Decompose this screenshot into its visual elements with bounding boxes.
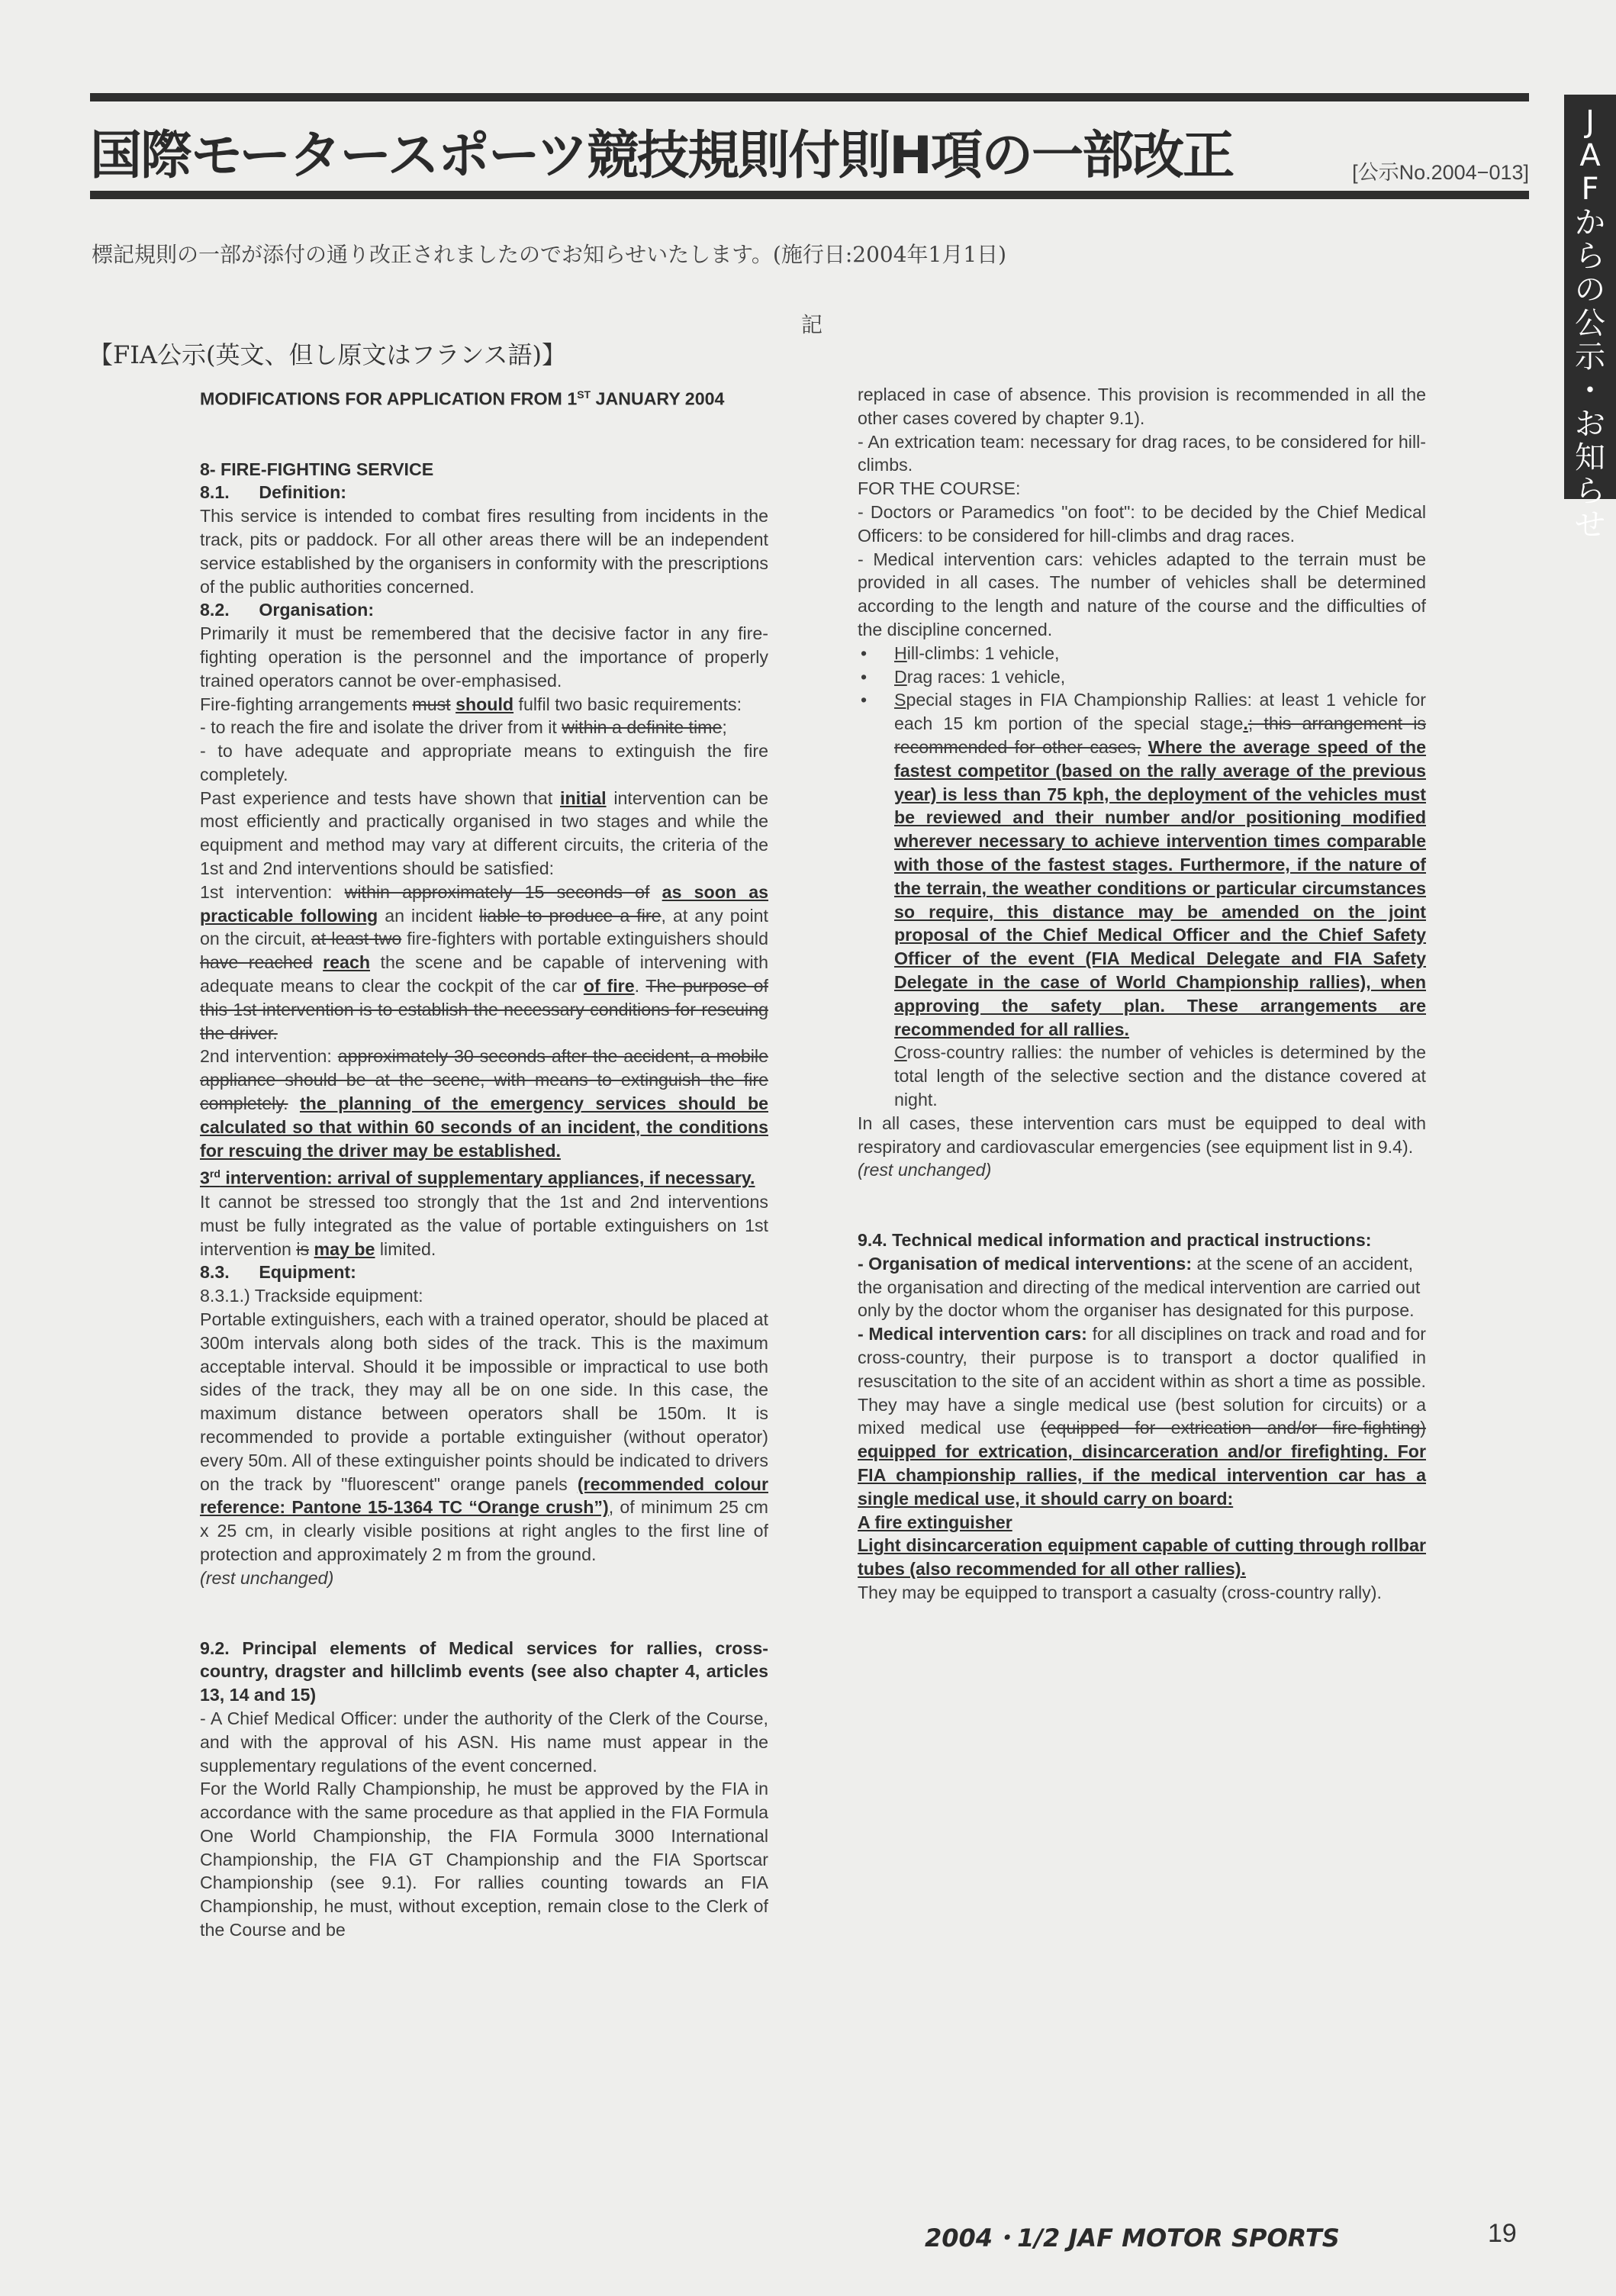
paragraph: - Doctors or Paramedics "on foot": to be decided by the Chief Medical Officers: to be considered for hill-climbs and drag races. (858, 501, 1426, 546)
paragraph: - Medical intervention cars: vehicles adapted to the terrain must be provided in all cases. The number of vehicles shall be determined according to the length and nature of the course and the difficulties of the discipline concerned. (858, 549, 1426, 639)
paragraph-second-intervention: 2nd intervention: approximately 30 seconds after the accident, a mobile appliance should be at the scene, with means to extinguish the fire completely. the planning of the emergency services should be calculated so that within 60 seconds of an incident, the conditions for rescuing the driver may be established. (200, 1046, 768, 1161)
left-column (200, 383, 768, 1942)
section-heading: 9.2. Principal elements of Medical services for rallies, cross-country, dragster and hillclimb events (see also chapter 4, articles 13, 14 and 15) (200, 1637, 768, 1705)
paragraph: FOR THE COURSE: (858, 478, 1021, 499)
paragraph: A fire extinguisher (858, 1512, 1012, 1532)
paragraph: Past experience and tests have shown that initial intervention can be most efficiently and practically organised in two stages and while the equipment and method may vary at different circuits, the criteria of the 1st and 2nd interventions should be satisfied: (200, 787, 768, 879)
side-tab-char: A (1579, 138, 1601, 173)
rest-unchanged-note: (rest unchanged) (200, 1567, 334, 1588)
paragraph: They may be equipped to transport a casualty (cross-country rally). (858, 1583, 1382, 1603)
side-tab-char: か (1575, 205, 1605, 240)
side-tab-char: の (1575, 272, 1605, 308)
side-tab-char: ら (1575, 474, 1605, 509)
notice-number: [公示No.2004−013] (1352, 161, 1529, 184)
ki-mark: 記 (801, 312, 823, 337)
paragraph: In all cases, these intervention cars must be equipped to deal with respiratory and cardiovascular emergencies (see equipment list in 9.4). (858, 1113, 1426, 1157)
section-side-tab (1564, 95, 1616, 543)
paragraph: replaced in case of absence. This provision is recommended in all the other cases covered by chapter 9.1). (858, 385, 1426, 428)
paragraph: This service is intended to combat fires resulting from incidents in the track, pits or paddock. For all other areas there will be an independent service established by the organisers in conformity with the prescriptions of the public authorities concerned. (200, 506, 768, 597)
paragraph: - Organisation of medical interventions: at the scene of an accident, the organisation and directing of the medical intervention are carried out only by the doctor whom the organiser has designated for this purpose. (858, 1253, 1421, 1321)
paragraph: Primarily it must be remembered that the decisive factor in any fire-fighting operation is the personnel and the importance of properly trained operators cannot be over-emphasised. (200, 623, 768, 691)
bullet-item: • Hill-climbs: 1 vehicle, (858, 642, 1426, 665)
side-tab-char: 知 (1575, 440, 1605, 475)
right-column (858, 383, 1426, 1605)
subsection-heading: 8.3.1.) Trackside equipment: (200, 1286, 423, 1306)
header-rule-top (90, 93, 1529, 101)
section-heading: 8- FIRE-FIGHTING SERVICE (200, 459, 434, 479)
section-heading: 8.3. Equipment: (200, 1262, 356, 1283)
paragraph: - to reach the fire and isolate the driver from it within a definite time; (200, 717, 727, 738)
source-note: 【FIA公示(英文、但し原文はフランス語)】 (89, 340, 566, 369)
side-tab-char: ら (1575, 239, 1605, 274)
paragraph: - Medical intervention cars: for all disciplines on track and road and for cross-country, their purpose is to transport a doctor qualified in resuscitation to the site of an accident within as short a time as possible. They may have a single medical use (best solution for circuits) or a mixed medical use (equipped for extrication and/or fire-fighting) equipped for extrication, disincarceration and/or firefighting. For FIA championship rallies, if the medical intervention car has a single medical use, it should carry on board: (858, 1324, 1427, 1509)
paragraph: - to have adequate and appropriate means to extinguish the fire completely. (200, 741, 768, 784)
paragraph: - An extrication team: necessary for drag races, to be considered for hill-climbs. (858, 431, 1426, 475)
paragraph-third-intervention: 3rd intervention: arrival of supplementary appliances, if necessary. (200, 1167, 755, 1189)
bullet-item: • Drag races: 1 vehicle, (858, 665, 1426, 689)
page-title: 国際モータースポーツ競技規則付則H項の一部改正 (90, 126, 1234, 186)
paragraph: Portable extinguishers, each with a trained operator, should be placed at 300m intervals along both sides of the track. This is the maximum acceptable interval. Should it be impossible or impractical to use both sides of the track, they may all be on one side. In this case, the maximum distance between operators shall be 150m. It is recommended to provide a portable extinguisher (without operator) every 50m. All of these extinguisher points should be indicated to drivers on the track by "fluorescent" orange panels (recommended colour reference: Pantone 15-1364 TC “Orange crush”), of minimum 25 cm x 25 cm, in clearly visible positions at right angles to the first line of protection and approximately 2 m from the ground. (200, 1309, 768, 1564)
paragraph-first-intervention: 1st intervention: within approximately 15 seconds of as soon as practicable following an incident liable to produce a fire, at any point on the circuit, at least two fire-fighters with portable extinguishers should have reached reach the scene and be capable of intervening with adequate means to clear the cockpit of the car of fire. The purpose of this 1st intervention is to establish the necessary conditions for rescuing the driver. (200, 881, 769, 1043)
side-tab-char: 示 (1575, 340, 1605, 375)
page-number: 19 (1488, 2219, 1517, 2248)
paragraph: For the World Rally Championship, he must be approved by the FIA in accordance with the same procedure as that applied in the FIA Formula One World Championship, the FIA Formula 3000 International Championship, the FIA GT Championship and the FIA Sportscar Championship (see 9.1). For rallies counting towards an FIA Championship, he must, without exception, remain close to the Clerk of the Course and be (200, 1779, 768, 1940)
side-tab-char: F (1581, 172, 1599, 207)
paragraph: - A Chief Medical Officer: under the authority of the Clerk of the Course, and with the approval of his ASN. His name must appear in the supplementary regulations of the event concerned. (200, 1708, 768, 1776)
section-heading: 9.4. Technical medical information and practical instructions: (858, 1230, 1372, 1251)
section-heading: 8.1. Definition: (200, 482, 346, 503)
header-rule-bottom (90, 191, 1529, 199)
side-tab-char: ・ (1575, 373, 1605, 408)
section-heading: 8.2. Organisation: (200, 600, 375, 620)
side-tab-char: せ (1575, 507, 1605, 543)
side-tab-char: 公 (1575, 306, 1605, 341)
paragraph-cross-country: Cross-country rallies: the number of vehicles is determined by the total length of the selective section and the distance covered at night. (894, 1042, 1426, 1109)
bullet-item: • Special stages in FIA Championship Rallies: at least 1 vehicle for each 15 km portion of the special stage.; this arrangement is recommended for other cases, Where the average speed of the fastest competitor (based on the rally average of the previous year) is less than 75 kph, the deployment of the vehicles must be reviewed and their number and/or positioning modified wherever necessary to achieve intervention times comparable with those of the fastest stages. Furthermore, if the nature of the terrain, the weather conditions or particular circumstances so require, this distance may be amended on the joint proposal of the Chief Medical Officer and the Chief Safety Officer of the event (FIA Medical Delegate and FIA Safety Delegate in the case of World Championship rallies), when approving the safety plan. These arrangements are recommended for all rallies. (858, 688, 1426, 1041)
modifications-heading: MODIFICATIONS FOR APPLICATION FROM 1ST JANUARY 2004 (200, 388, 725, 409)
paragraph: It cannot be stressed too strongly that the 1st and 2nd interventions must be fully integrated as the value of portable extinguishers on 1st intervention is may be limited. (200, 1191, 768, 1259)
intro-text: 標記規則の一部が添付の通り改正されましたのでお知らせいたします。(施行日:2004年1月1日) (92, 242, 1007, 267)
paragraph: Light disincarceration equipment capable of cutting through rollbar tubes (also recommended for all other rallies). (858, 1535, 1426, 1580)
rest-unchanged-note: (rest unchanged) (858, 1160, 992, 1180)
paragraph: Fire-fighting arrangements must should fulfil two basic requirements: (200, 694, 742, 714)
footer-magazine-title: 2004・1/2 JAF MOTOR SPORTS (925, 2224, 1340, 2253)
side-tab-char: お (1575, 407, 1605, 442)
side-tab-char: J (1585, 105, 1595, 140)
